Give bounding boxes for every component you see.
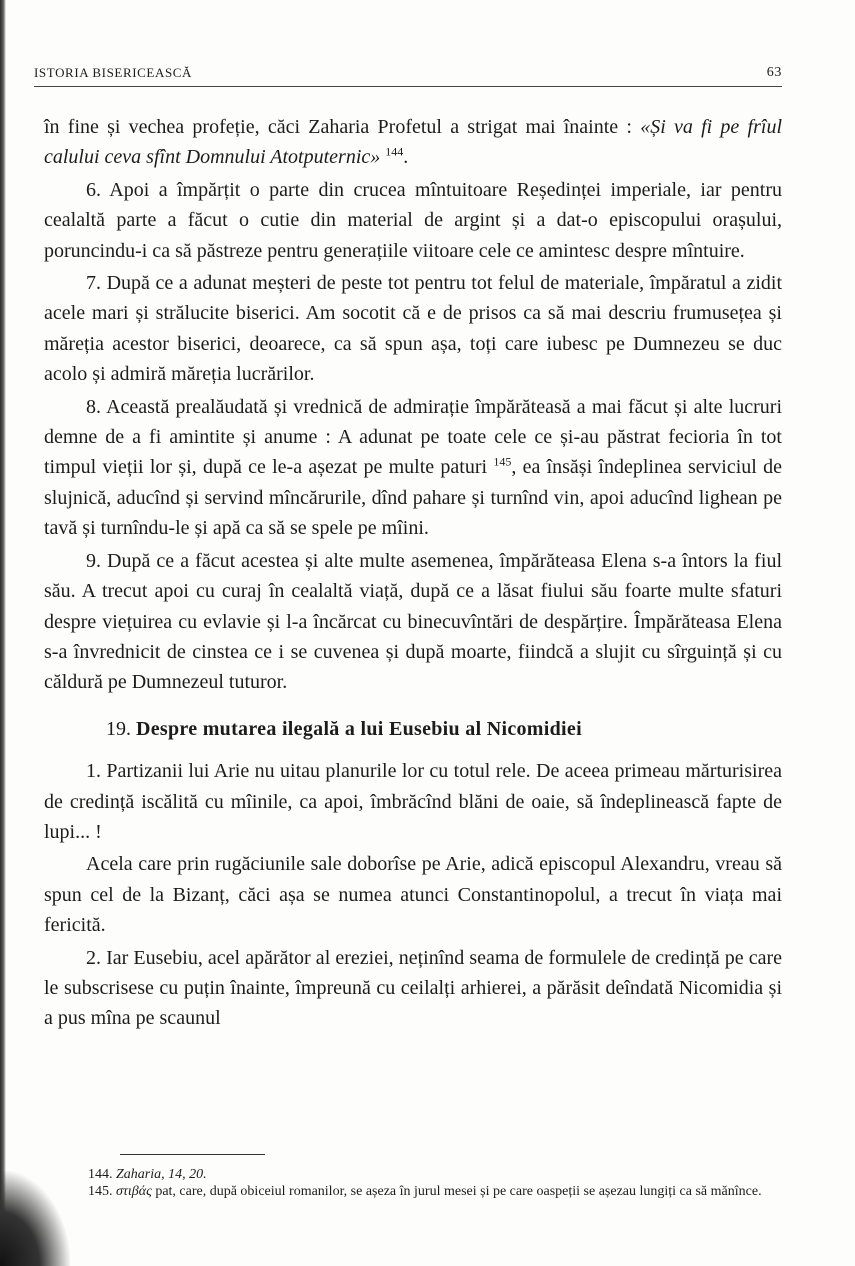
section-number: 19. [106, 717, 131, 740]
page-number: 63 [766, 65, 782, 80]
footnote-145 [60, 1183, 782, 1200]
running-header [34, 62, 782, 87]
paragraph-9: 9. După ce a făcut acestea și alte multe asemenea, împărăteasa Elena s-a întors la fiul său. A trecut apoi cu curaj în cealaltă viață, după ce a lăsat fiului său foarte multe sfaturi despre viețuirea cu evlavie și l-a încărcat cu binecuvîntări de despărțire. Împărăteasa Elena s-a învrednicit de cinstea ce i se cuvenea și după moarte, fiindcă a slujit cu sîrguință și cu căldură pe Dumnezeul tuturor. [44, 549, 782, 694]
footnote-ref-145: 145 [493, 454, 512, 469]
footnote-number: 145. [88, 1184, 113, 1199]
paragraph-text: , ea însăși îndeplinea serviciul de slujnică, aducînd și servind mîncărurile, dînd pahare și turnînd vin, apoi aducînd lighean pe tavă și turnîndu-le și apă ca să se spele pe mîini. [44, 456, 782, 540]
section-paragraph-1: 1. Partizanii lui Arie nu uitau planurile lor cu totul rele. De aceea primeau mărturisirea de credință iscălită cu mîinile, ca apoi, îmbrăcînd blăni de oaie, să îndeplinească fapte de lupi... ! [44, 760, 782, 843]
body-text [44, 112, 782, 1034]
paragraph-7: 7. După ce a adunat meșteri de peste tot pentru tot felul de materiale, împăratul a zidit acele mari și strălucite biserici. Am socotit că e de prisos ca să mai descriu frumusețea și măreția acestor biserici, deoarece, ca să spun așa, toți care iubesc pe Dumnezeu se duc acolo și admiră măreția lucrărilor. [44, 272, 782, 386]
footnote-number: 144. [88, 1167, 113, 1182]
paragraph-continuation [44, 112, 782, 173]
footnote-text: pat, care, după obiceiul romanilor, se așeza în jurul mesei și pe care oaspeții se așezau lungiți ca să mănînce. [155, 1184, 762, 1199]
paragraph-text: în fine și vechea profeție, căci Zaharia Profetul a strigat mai înainte : [44, 116, 632, 138]
paragraph-8 [44, 392, 782, 544]
footnote-rule [120, 1154, 265, 1155]
section-paragraph-1b: Acela care prin rugăciunile sale doborîse pe Arie, adică episcopul Alexandru, vreau să spun cel de la Bizanț, căci așa se numea atunci Constantinopolul, a trecut în viața mai fericită. [44, 853, 782, 937]
footnote-144 [60, 1166, 782, 1183]
paragraph-6: 6. Apoi a împărțit o parte din crucea mîntuitoare Reședinței imperiale, iar pentru cealaltă parte a făcut o cutie din material de argint și a dat-o episcopului orașului, poruncindu-i ca să păstreze pentru generațiile viitoare cele ce amintesc despre mîntuire. [44, 178, 782, 262]
footnote-ref-144: 144 [385, 144, 404, 159]
scripture-quote: «Și va fi pe frîul calului ceva sfînt Domnului Atotputernic» [44, 116, 782, 169]
running-title: ISTORIA BISERICEASCĂ [34, 65, 193, 80]
section-title: Despre mutarea ilegală a lui Eusebiu al Nicomidiei [136, 717, 582, 740]
footnote-text: Zaharia, 14, 20. [116, 1167, 207, 1182]
section-paragraph-2: 2. Iar Eusebiu, acel apărător al ereziei, neținînd seama de formulele de credință pe care le subscrisese cu puțin înainte, împreună cu ceilalți arhierei, a părăsit deîndată Nicomidia și a pus mîna pe scaunul [44, 946, 782, 1030]
footnote-greek-word: στιβάς [116, 1184, 152, 1199]
paragraph-end: . [403, 146, 409, 169]
section-heading [44, 714, 782, 744]
page-edge-shadow [0, 0, 6, 1266]
paragraph-text: 8. Această prealăudată și vrednică de admirație împărăteasă a mai făcut și alte lucruri demne de a fi amintite și anume : A adunat pe toate cele ce și-au păstrat fecioria în tot timpul vieții lor și, după ce le-a așezat pe multe paturi [44, 395, 782, 479]
footnotes [60, 1166, 782, 1200]
